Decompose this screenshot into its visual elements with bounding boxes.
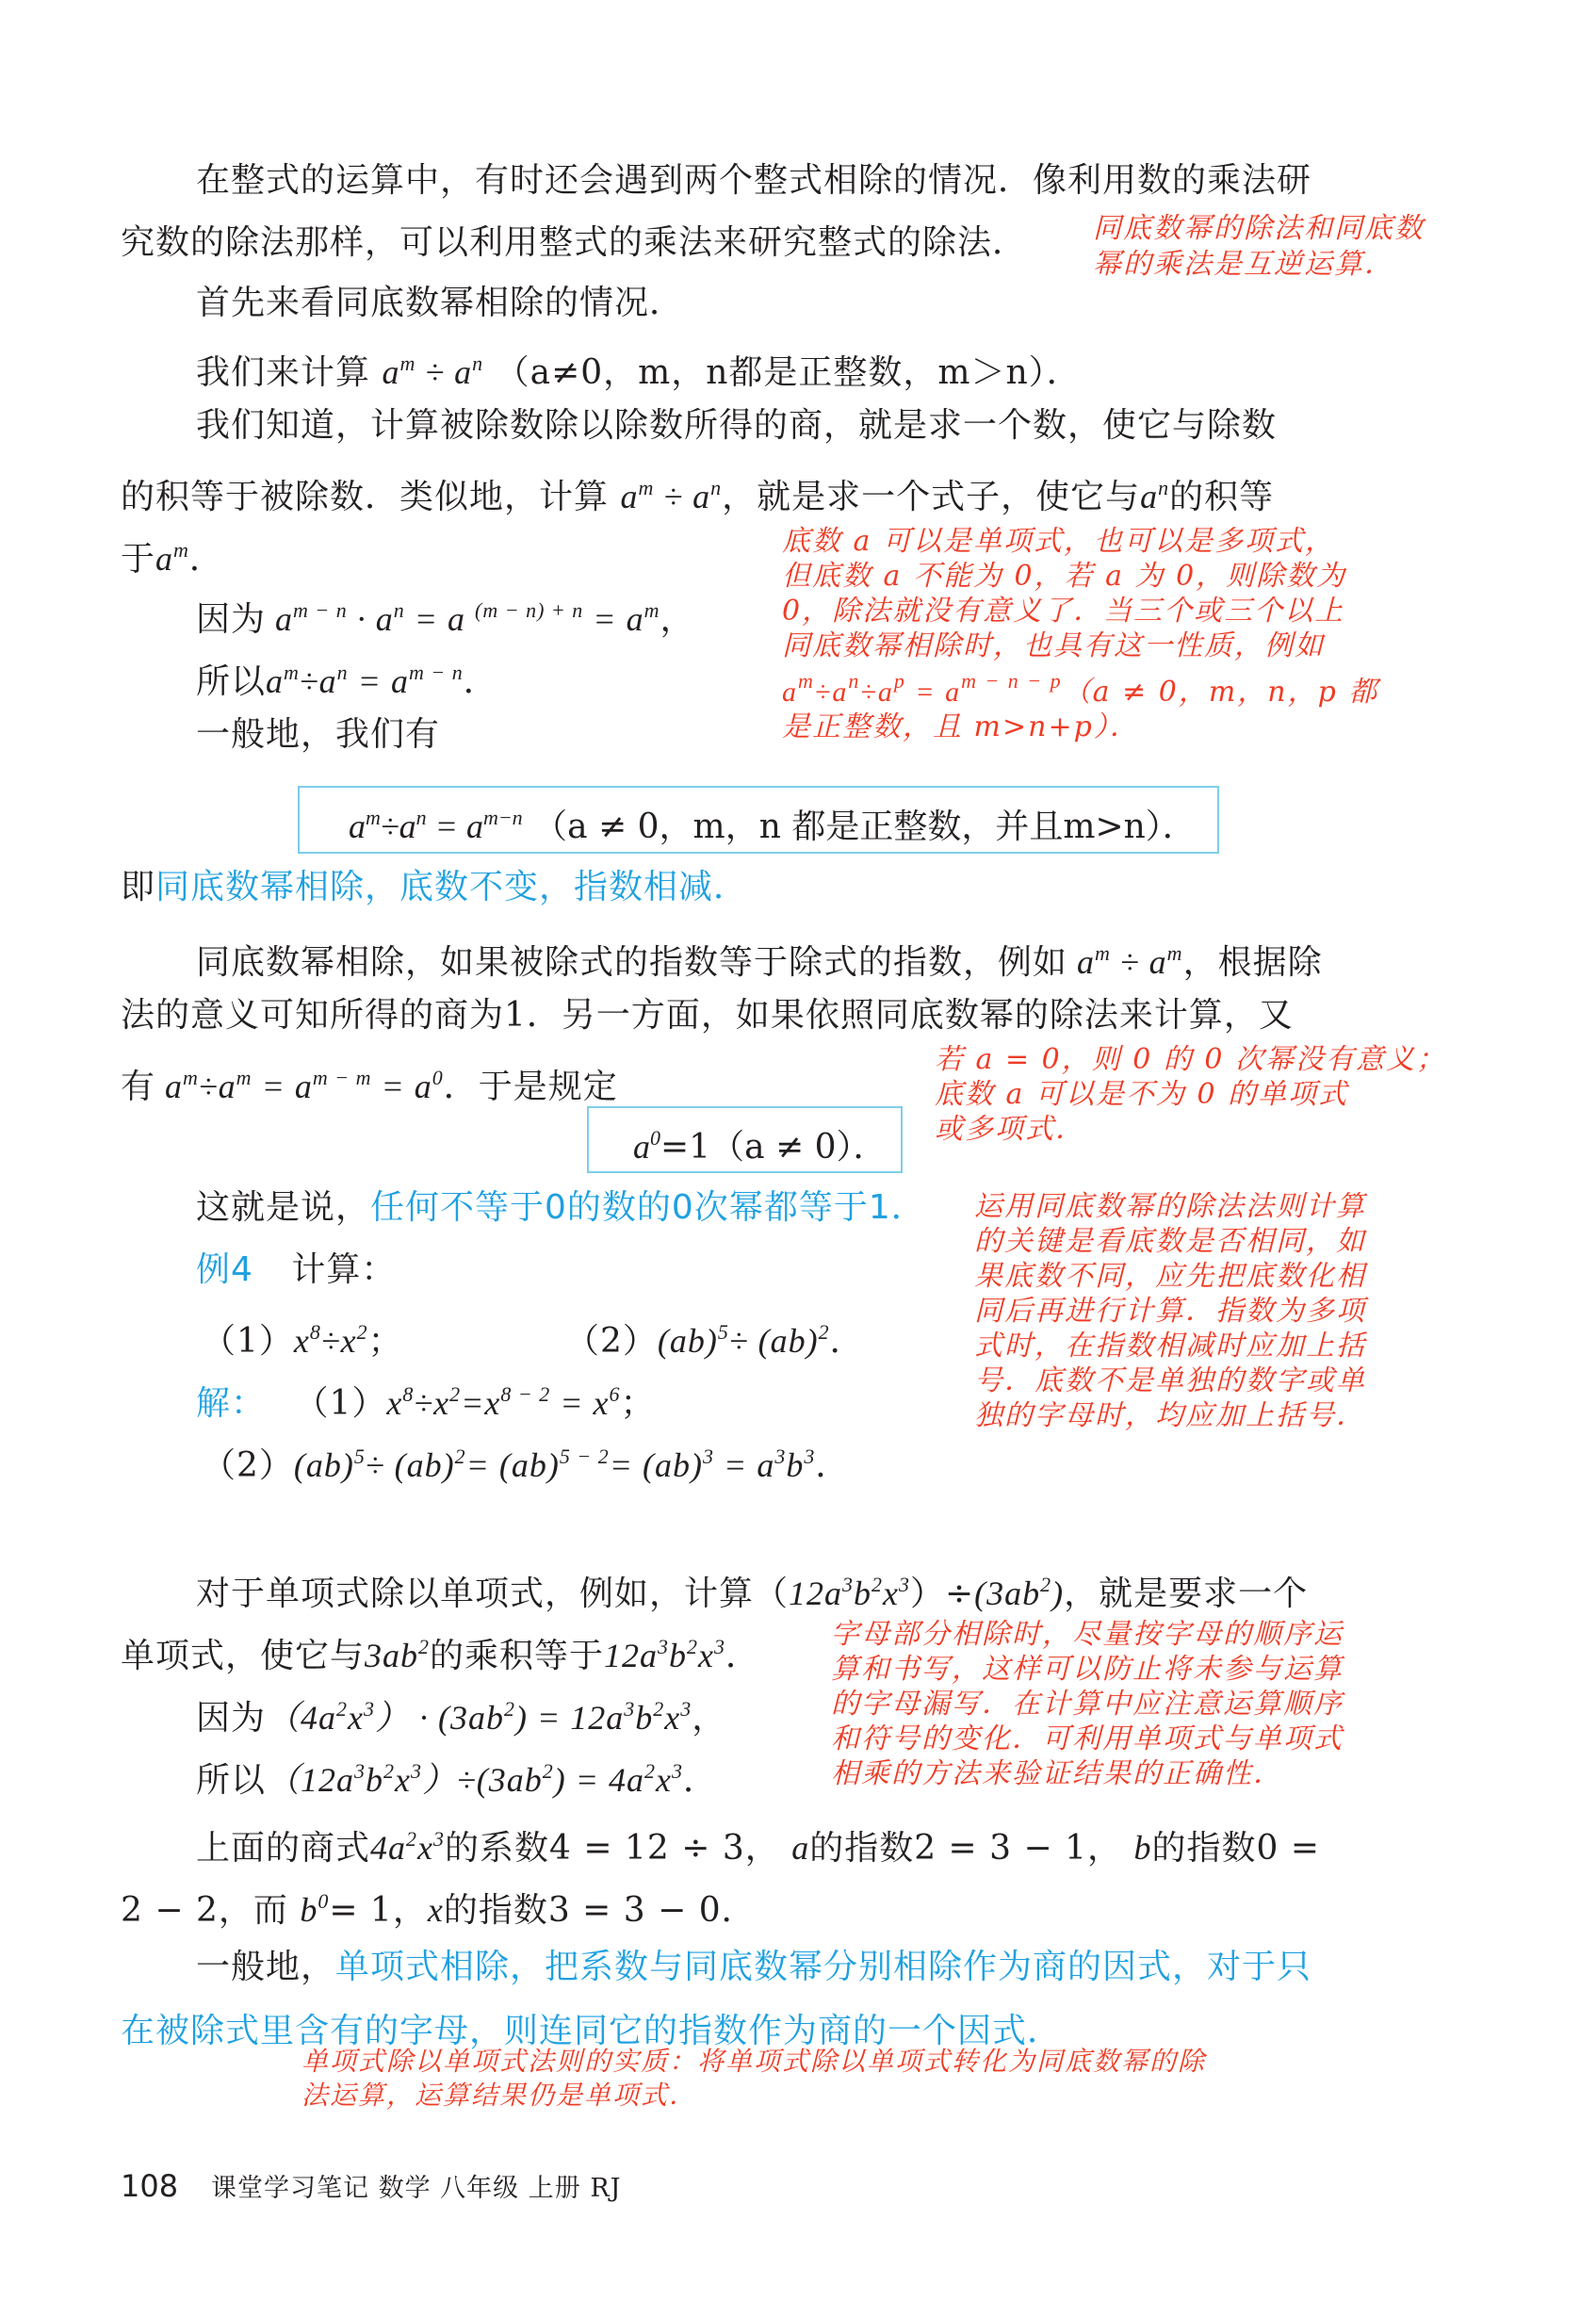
text: ，就是求一个式子，使它与: [722, 478, 1141, 516]
paragraph-because-2: 因为$(4a^2x^3) \cdot (3ab^2) = 12a^3b^2x^3$，: [196, 1697, 727, 1738]
annotation-monomial-essence: [301, 2045, 1206, 2113]
formula-q1: $x^8\div x^2$: [293, 1320, 368, 1360]
paragraph-monomial-division-line-1: 对于单项式除以单项式，例如，计算$(12a^3b^2x^3)\div(3ab^2)$，就是要求一个: [196, 1573, 1309, 1613]
text: （a ≠ 0，m，n 都是正整数，并且m>n）．: [533, 808, 1197, 846]
paragraph-intro-line-1: 在整式的运算中，有时还会遇到两个整式相除的情况．像利用数的乘法研: [196, 161, 1312, 200]
example-label: 例4: [196, 1250, 253, 1289]
paragraph-first-look: 首先来看同底数幂相除的情况．: [196, 284, 685, 322]
formula-3ab2: $3ab^2$: [365, 1635, 431, 1674]
paragraph-generally-1: 一般地，我们有: [196, 715, 441, 754]
annotation-line: 或多项式．: [935, 1113, 1085, 1146]
text: 的系数4 = 12 ÷ 3，: [445, 1829, 780, 1868]
paragraph-compute-am-div-an: [196, 343, 1082, 394]
annotation-letter-order: [831, 1617, 1344, 1791]
text: 所以: [196, 1761, 267, 1800]
annotation-line: 幂的乘法是互逆运算．: [1093, 248, 1394, 281]
annotation-line: 同后再进行计算．指数为多项: [974, 1295, 1366, 1328]
annotation-inverse-operations: [1093, 211, 1425, 283]
text: 有: [121, 1068, 156, 1106]
variable-x: x: [427, 1891, 444, 1929]
formula-4a2x3: $4a^2x^3$: [370, 1827, 445, 1867]
text: （a ≠ 0，m，n，p 都: [1062, 676, 1379, 709]
annotation-line: 同底数幂的除法和同底数: [1093, 212, 1425, 245]
highlight-monomial-rule: 在被除式里含有的字母，则连同它的指数作为商的一个因式．: [121, 2012, 1063, 2050]
example-question-2: （2）(ab)$^5$÷ (ab)$^2$．: [565, 1320, 865, 1361]
text: =1（a ≠ 0）．: [660, 1128, 888, 1167]
paragraph-equal-exponents-line-1: [196, 933, 1323, 984]
text: 的乘积等于: [430, 1637, 605, 1675]
example-title: 计算：: [291, 1250, 397, 1289]
text: 上面的商式: [196, 1829, 371, 1868]
rule-statement-2-line-1: [196, 1947, 1311, 1988]
formula-am: $a^m$: [155, 538, 189, 578]
text: 的指数3 = 3 − 0．: [443, 1891, 757, 1930]
annotation-line: 底数 a 可以是单项式，也可以是多项式，: [782, 525, 1335, 558]
example-4-header: [196, 1249, 396, 1291]
paragraph-quotient-analysis-line-1: [196, 1819, 1320, 1869]
text: 一般地，: [196, 1948, 336, 1986]
annotation-line: 底数 a 可以是不为 0 的单项式: [935, 1078, 1349, 1111]
annotation-line: 法运算，运算结果仍是单项式．: [301, 2080, 698, 2111]
annotation-line: 但底数 a 不能为 0，若 a 为 0，则除数为: [782, 560, 1347, 593]
paragraph-quotient-analysis-line-2: [121, 1881, 757, 1932]
annotation-line: 运用同底数幂的除法法则计算: [974, 1190, 1366, 1223]
formula-12a3b2x3: $12a^3b^2x^3$: [789, 1573, 910, 1612]
rule-box-zero-power-text: [633, 1118, 888, 1168]
question-label: （1）: [202, 1322, 294, 1361]
paragraph-so-2: 所以$(12a^3b^2x^3)\div(3ab^2) = 4a^2x^3$．: [196, 1759, 719, 1800]
text: = 1，: [329, 1891, 428, 1930]
annotation-base-can-be-polynomial: [782, 524, 1378, 744]
formula-derivation: $a^{m - n} \cdot a^n = a$ $^{(m - n) + n} = a^m$: [266, 598, 660, 638]
text: ，根据除: [1182, 943, 1323, 982]
page-footer: [121, 2167, 621, 2204]
page-number: 108: [121, 2168, 179, 2204]
annotation-line: 独的字母时，均应加上括号．: [974, 1399, 1366, 1432]
paragraph-we-know-line-1: 我们知道，计算被除数除以除数所得的商，就是求一个数，使它与除数: [196, 406, 1278, 445]
paragraph-that-is: [196, 1187, 926, 1229]
highlight-zero-power-rule: 任何不等于0的数的0次幂都等于1．: [370, 1188, 926, 1227]
formula-3ab2: $(3ab^2)$: [974, 1573, 1065, 1612]
formula-s2: $(ab)^5\div (ab)^2= (ab)^{5 - 2}= (ab)^3 = a^3b^3$: [293, 1444, 816, 1484]
annotation-line: 号．底数不是单独的数字或单: [974, 1364, 1366, 1397]
text: 的指数2 = 3 − 1，: [809, 1829, 1123, 1868]
text: 对于单项式除以单项式，例如，计算（: [196, 1575, 790, 1613]
formula-am-div-an: $a^m \div a^n$: [382, 351, 484, 391]
paragraph-equal-exponents-line-2: 法的意义可知所得的商为1．另一方面，如果依照同底数幂的除法来计算，又: [121, 996, 1294, 1035]
rule-statement-1: [121, 867, 748, 908]
text: 同底数幂相除，如果被除式的指数等于除式的指数，例如: [196, 943, 1068, 982]
annotation-line: 单项式除以单项式法则的实质：将单项式除以单项式转化为同底数幂的除: [301, 2046, 1207, 2077]
variable-b: b: [1133, 1829, 1152, 1867]
text: 的指数0 =: [1151, 1829, 1320, 1868]
solution-label: 解：: [196, 1384, 267, 1423]
solution-1: 解： $(1)x^8\div x^2=x^{8 - 2} = x^6$；: [196, 1382, 656, 1423]
paragraph-because-1: 因为 $a^{m - n} \cdot a^n = a$ $^{(m - n) + n} = a^m$，: [196, 598, 695, 639]
text: ，就是要求一个: [1064, 1575, 1309, 1613]
formula-s1: $x^8\div x^2=x^{8 - 2} = x^6$: [386, 1382, 621, 1422]
book-title: 课堂学习笔记 数学 八年级 上册 RJ: [210, 2174, 622, 2203]
text: 2 − 2，而: [121, 1891, 288, 1930]
solution-part-label: （2）: [202, 1446, 294, 1485]
formula-result: $a^m\div a^n = a^{m - n}$: [266, 661, 464, 700]
formula-check: $(4a^2x^3) \cdot (3ab^2) = 12a^3b^2x^3$: [266, 1697, 692, 1737]
formula-12a3b2x3: $12a^3b^2x^3$: [604, 1635, 726, 1674]
highlight-rule-1: 同底数幂相除，底数不变，指数相减．: [155, 868, 749, 906]
formula-a0: $a^0$: [633, 1126, 660, 1166]
question-label: （2）: [565, 1322, 658, 1361]
formula-three-powers: $a^m\div a^n\div a^p = a^{m - n - p}$: [782, 669, 1063, 708]
text: 我们来计算: [196, 353, 371, 392]
annotation-line: 和符号的变化．可利用单项式与单项式: [831, 1722, 1344, 1755]
text: 单项式，使它与: [121, 1637, 366, 1675]
annotation-line: 相乘的方法来验证结果的正确性．: [831, 1757, 1283, 1790]
formula-rule: $a^m\div a^n = a^{m-n}$: [349, 806, 523, 845]
solution-part-label: （1）: [294, 1384, 387, 1423]
text: 即: [121, 868, 156, 906]
text: 因为: [196, 1699, 267, 1738]
paragraph-we-know-line-3: 于$a^m$．: [121, 538, 224, 579]
annotation-line: 果底数不同，应先把底数化相: [974, 1260, 1366, 1293]
example-question-1: $(1)x^8\div x^2$；: [202, 1320, 403, 1361]
solution-2: $(2)(ab)^5\div (ab)^2= (ab)^{5 - 2}= (ab)^3 = a^3b^3$．: [202, 1444, 851, 1485]
formula-b0: $b^0$: [300, 1889, 330, 1929]
paragraph-intro-line-2: 究数的除法那样，可以利用整式的乘法来研究整式的除法．: [121, 223, 1028, 262]
text: 因为: [196, 600, 267, 639]
annotation-key-same-base: [974, 1189, 1366, 1433]
text: 的积等: [1169, 478, 1275, 516]
text: （a≠0，m，n都是正整数，m＞n）．: [495, 353, 1082, 392]
paragraph-monomial-division-line-2: 单项式，使它与$3ab^2$的乘积等于$12a^3b^2x^3$．: [121, 1635, 761, 1675]
formula-quotient: $(12a^3b^2x^3)\div(3ab^2) = 4a^2x^3$: [266, 1759, 684, 1799]
formula-am-div-am: $a^m \div a^m$: [1067, 941, 1183, 981]
rule-box-division-same-base-text: [349, 797, 1197, 848]
annotation-zero-power: [935, 1042, 1446, 1147]
text: 所以: [196, 662, 267, 701]
annotation-line: 是正整数，且 m>n+p）．: [782, 710, 1140, 743]
annotation-line: 同底数幂相除时，也具有这一性质，例如: [782, 629, 1325, 662]
paragraph-so-1: 所以$a^m\div a^n = a^{m - n}$．: [196, 661, 498, 701]
annotation-line: 的关键是看底数是否相同，如: [974, 1225, 1366, 1258]
paragraph-equal-exponents-line-3: [121, 1057, 618, 1108]
annotation-line: 0，除法就没有意义了．当三个或三个以上: [782, 595, 1345, 628]
highlight-monomial-rule: 单项式相除，把系数与同底数幂分别相除作为商的因式，对于只: [335, 1948, 1312, 1986]
text: 的积等于被除数．类似地，计算: [121, 478, 610, 516]
text: 这就是说，: [196, 1188, 371, 1227]
formula-q2: (ab)$^5$÷ (ab)$^2$: [657, 1320, 830, 1360]
annotation-line: 算和书写，这样可以防止将未参与运算: [831, 1653, 1344, 1686]
annotation-line: 若 a = 0，则 0 的 0 次幂没有意义；: [935, 1043, 1447, 1076]
paragraph-we-know-line-2: [121, 467, 1274, 518]
formula-zero-power: $a^m\div a^m = a^{m - m} = a^0$: [155, 1066, 444, 1105]
text: ．于是规定: [443, 1068, 618, 1106]
annotation-line: 式时，在指数相减时应加上括: [974, 1330, 1366, 1363]
text: 于: [121, 540, 156, 579]
variable-a: a: [791, 1829, 810, 1867]
annotation-line: [782, 663, 1378, 710]
annotation-line: 字母部分相除时，尽量按字母的顺序运: [831, 1618, 1344, 1651]
formula-an: $a^n$: [1140, 476, 1170, 515]
formula-am-div-an: $a^m \div a^n$: [620, 476, 723, 515]
annotation-line: 的字母漏写．在计算中应注意运算顺序: [831, 1688, 1344, 1721]
